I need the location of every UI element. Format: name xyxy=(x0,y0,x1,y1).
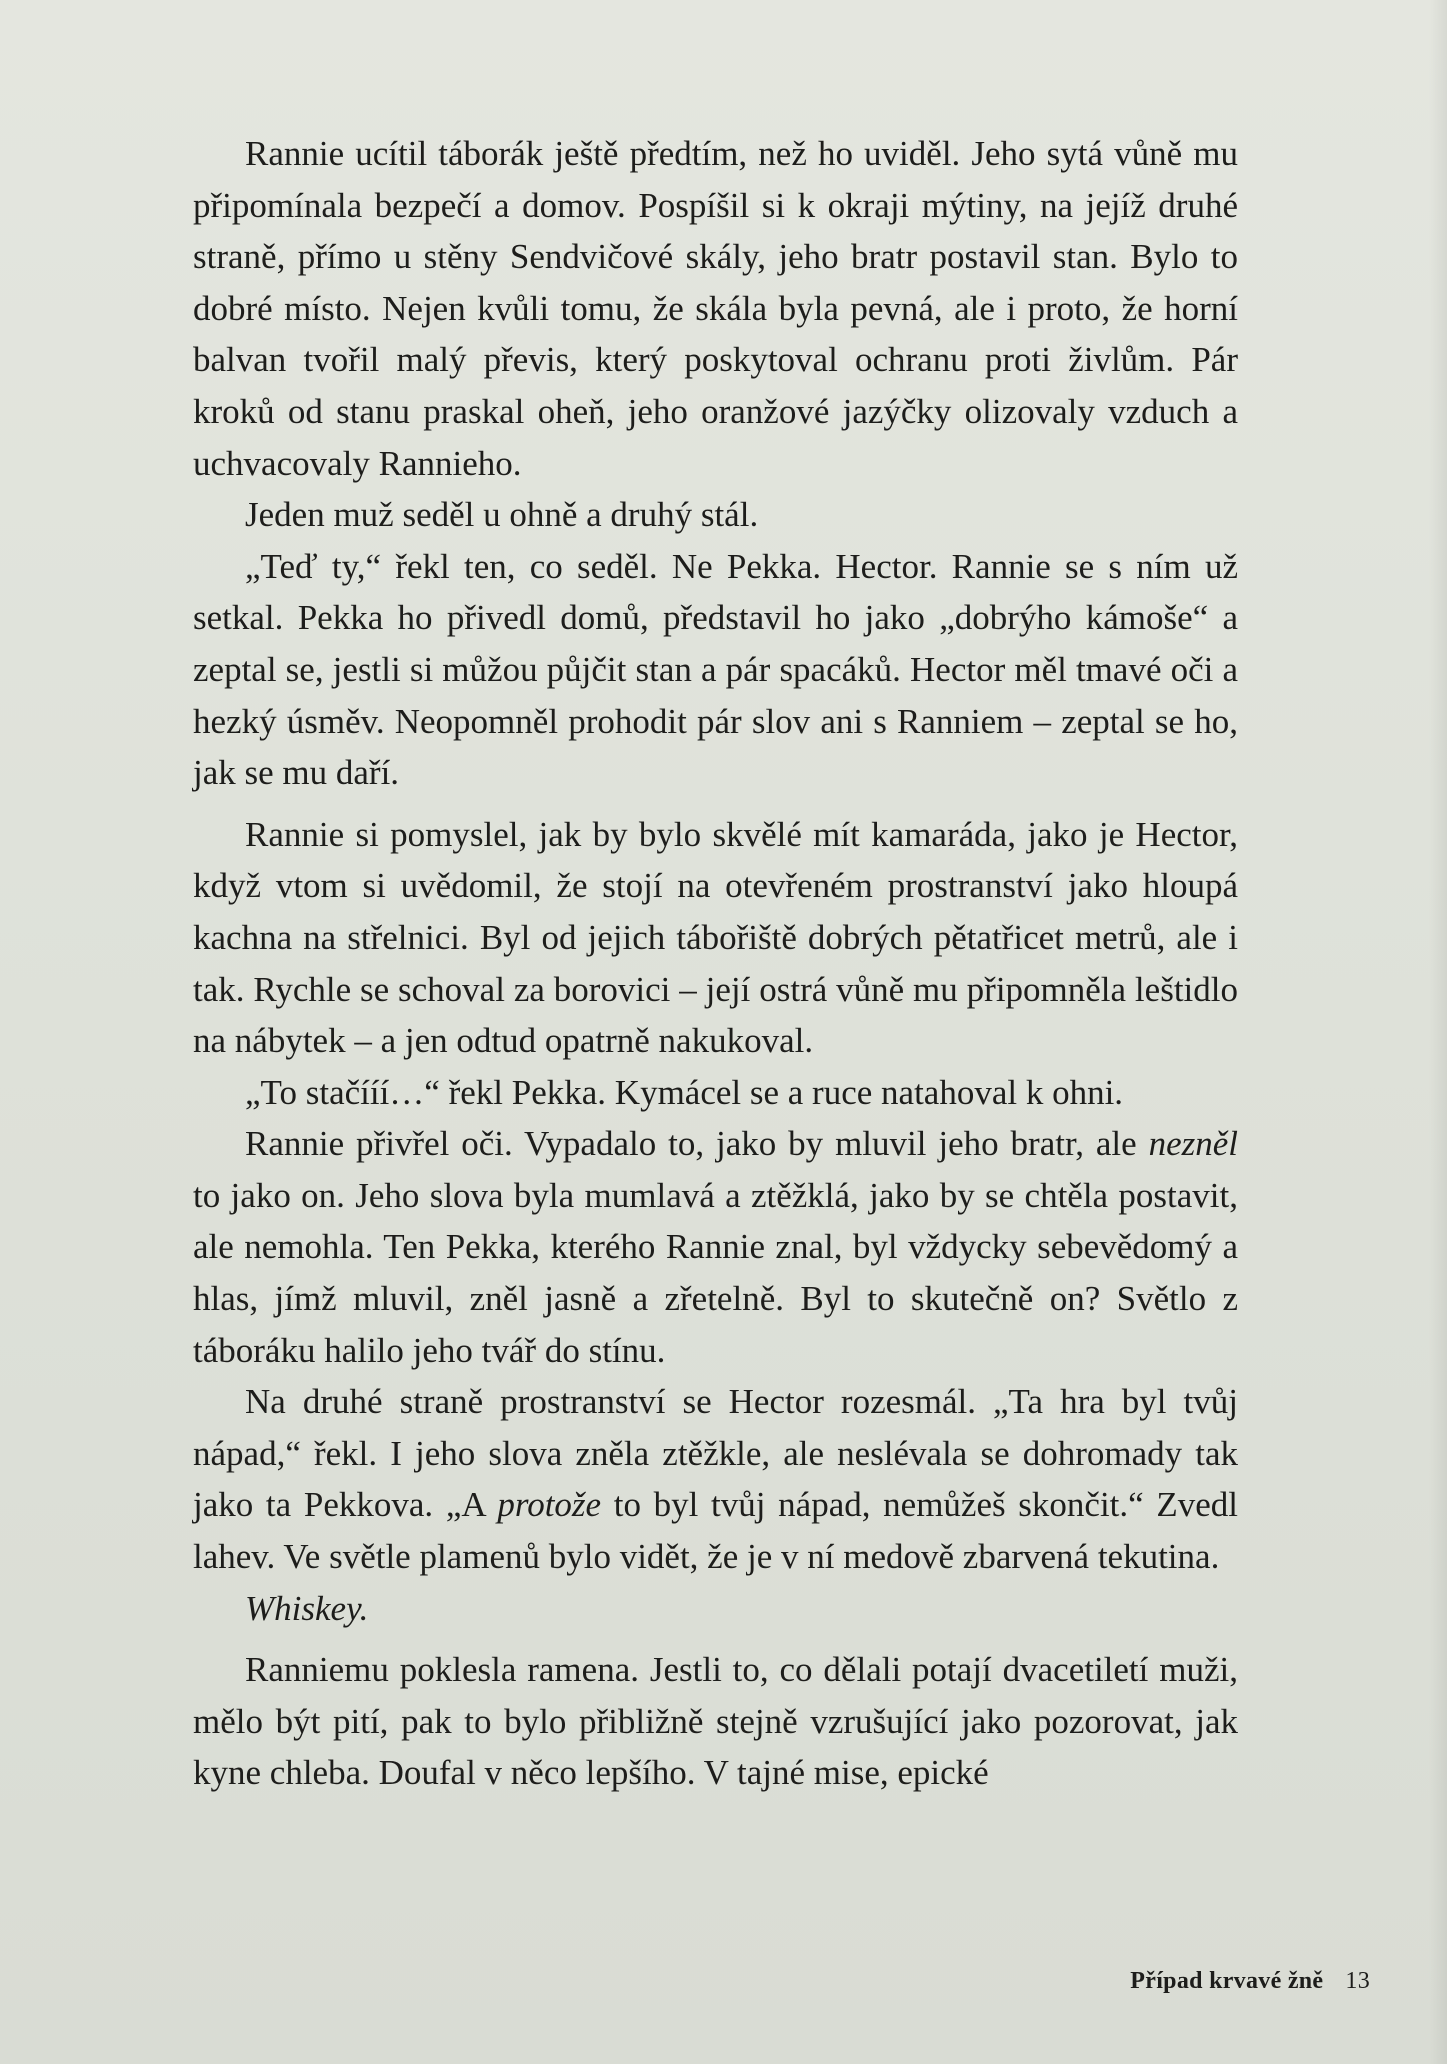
text-run: Rannie přivřel oči. Vypadalo to, jako by mluvil jeho bratr, ale xyxy=(245,1124,1149,1164)
paragraph xyxy=(193,489,1238,541)
page-footer xyxy=(1130,1968,1370,1995)
paragraph xyxy=(193,809,1238,1067)
text-run: „To stačííí…“ řekl Pekka. Kymácel se a ruce natahoval k ohni. xyxy=(245,1072,1124,1112)
paragraph xyxy=(193,1067,1238,1119)
text-run: to byl tvůj nápad, nemůžeš skončit.“ Zvedl lahev. Ve světle plamenů bylo vidět, že je v ní medově zbarvená tekutina. xyxy=(193,1485,1238,1577)
text-run: Rannie si pomyslel, jak by bylo skvělé mít kamaráda, jako je Hector, když vtom si uvědomil, že stojí na otevřeném prostranství jako hloupá kachna na střelnici. Byl od jejich tábořiště dobrých pětatřicet metrů, ale i tak. Rychle se schoval za borovici – její ostrá vůně mu připomněla leštidlo na nábytek – a jen odtud opatrně nakukoval. xyxy=(193,814,1238,1061)
page-edge-shadow xyxy=(1429,0,1447,2064)
paragraph xyxy=(193,1118,1238,1376)
paragraph xyxy=(193,1644,1238,1799)
text-run: Jeden muž seděl u ohně a druhý stál. xyxy=(245,495,759,535)
text-run: Rannie ucítil táborák ještě předtím, než ho uviděl. Jeho sytá vůně mu připomínala bezpečí a domov. Pospíšil si k okraji mýtiny, na jejíž druhé straně, přímo u stěny Sendvičové skály, jeho bratr postavil stan. Bylo to dobré místo. Nejen kvůli tomu, že skála byla pevná, ale i proto, že horní balvan tvořil malý převis, který poskytoval ochranu proti živlům. Pár kroků od stanu praskal oheň, jeho oranžové jazýčky olizovaly vzduch a uchvacovaly Rannieho. xyxy=(193,134,1238,483)
paragraph xyxy=(193,128,1238,489)
body-text xyxy=(193,128,1238,1799)
italic-text: Whiskey. xyxy=(245,1588,369,1628)
text-run: Na druhé straně prostranství se Hector rozesmál. „Ta hra byl tvůj nápad,“ řekl. I jeho slova zněla ztěžkle, ale neslévala se dohromady tak jako ta Pekkova. „A xyxy=(193,1382,1238,1525)
italic-text: protože xyxy=(497,1485,602,1525)
running-title: Případ krvavé žně xyxy=(1130,1968,1324,1994)
paragraph xyxy=(193,1583,1238,1635)
text-run: to jako on. Jeho slova byla mumlavá a ztěžklá, jako by se chtěla postavit, ale nemohla. Ten Pekka, kterého Rannie znal, byl vždycky sebevědomý a hlas, jímž mluvil, zněl jasně a zřetelně. Byl to skutečně on? Světlo z táboráku halilo jeho tvář do stínu. xyxy=(193,1175,1238,1370)
text-run: Ranniemu poklesla ramena. Jestli to, co dělali potají dvacetiletí muži, mělo být pití, pak to bylo přibližně stejně vzrušující jako pozorovat, jak kyne chleba. Doufal v něco lepšího. V tajné mise, epické xyxy=(193,1650,1238,1793)
paragraph xyxy=(193,1376,1238,1582)
page-number: 13 xyxy=(1345,1968,1370,1994)
italic-text: nezněl xyxy=(1148,1124,1238,1164)
paragraph xyxy=(193,541,1238,799)
text-run: „Teď ty,“ řekl ten, co seděl. Ne Pekka. Hector. Rannie se s ním už setkal. Pekka ho přivedl domů, představil ho jako „dobrýho kámoše“ a zeptal se, jestli si můžou půjčit stan a pár spacáků. Hector měl tmavé oči a hezký úsměv. Neopomněl prohodit pár slov ani s Ranniem – zeptal se ho, jak se mu daří. xyxy=(193,546,1238,793)
